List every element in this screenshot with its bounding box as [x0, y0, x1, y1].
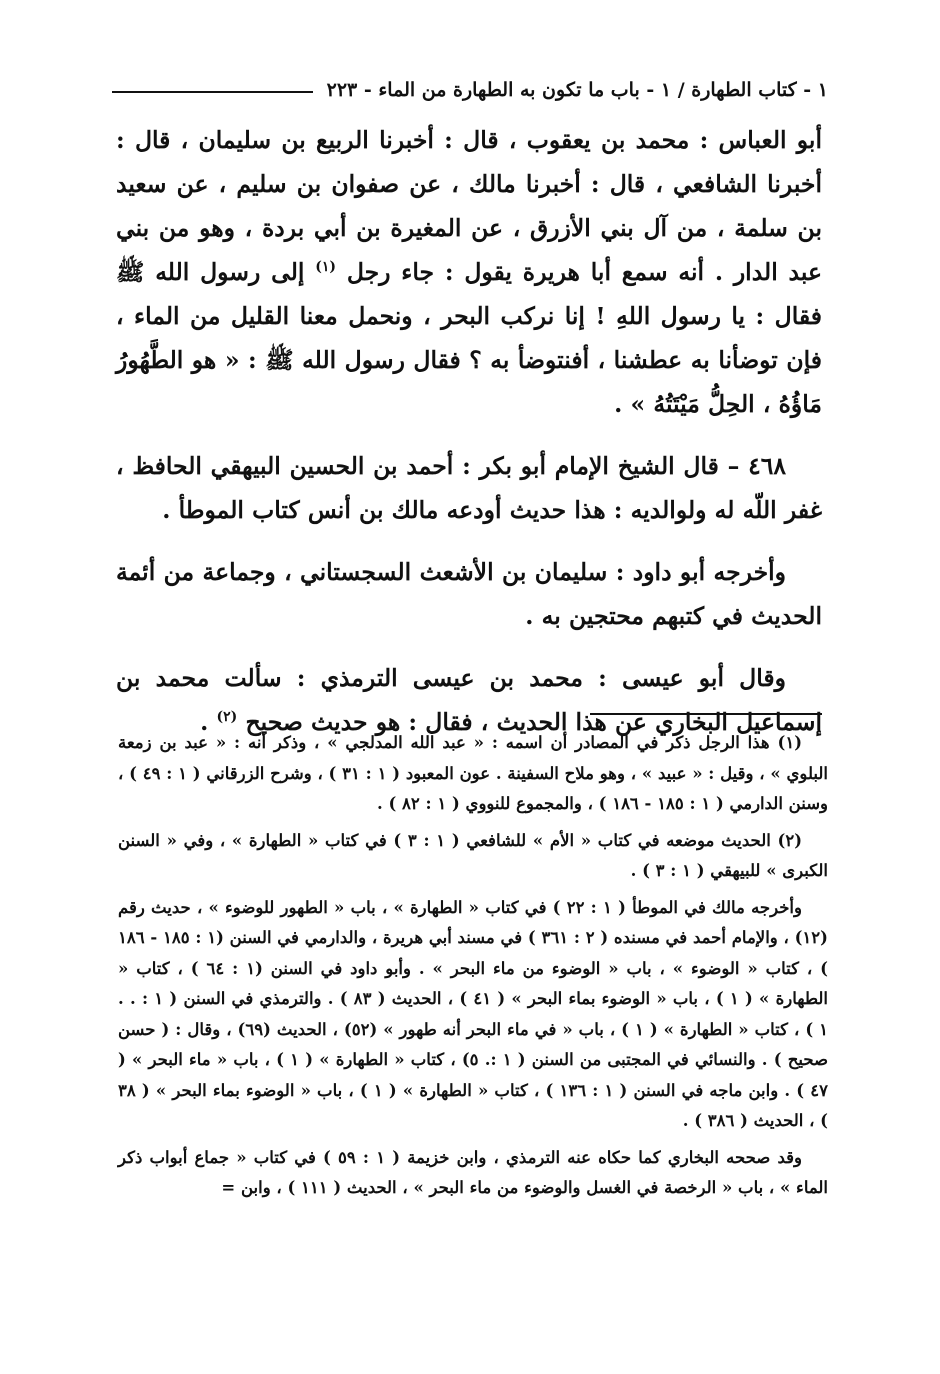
footnote-2-continued: وأخرجه مالك في الموطأ ( ١ : ٢٢ ) في كتاب « الطهارة » ، باب « الطهور للوضوء » ، حديث رقم (١٢) ، والإمام أحمد في مسنده ( ٢ : ٣٦١ ) في مسند أبي هريرة ، والدارمي في السنن (١ : ١٨٥ - ١٨٦ ) ، كتاب « الوضوء » ، باب « الوضوء من ماء البحر » . وأبو داود في السنن (١ : ٦٤ ) ، كتاب « الطهارة » ( ١ ) ، باب « الوضوء بماء البحر » ( ٤١ ) ، الحديث ( ٨٣ ) . والترمذي في السنن ( ١ : . . ١ ) ، كتاب « الطهارة » ( ١ ) ، باب « في ماء البحر أنه طهور » (٥٢) ، الحديث (٦٩) ، وقال : ( حسن صحيح ) . والنسائي في المجتبى من السنن ( ١ :. ٥) ، كتاب « الطهارة » ( ١ ) ، باب « ماء البحر » ( ٤٧ ) . وابن ماجه في السنن ( ١ : ١٣٦ ) ، كتاب « الطهارة » ( ١ ) ، باب « الوضوء بماء البحر » ( ٣٨ ) ، الحديث ( ٣٨٦ ) .	[118, 897, 828, 1130]
paragraph-text: إلى رسول الله ﷺ فقال : يا رسول اللهِ ! إنا نركب البحر ، ونحمل معنا القليل من الماء ، فإن توضأنا به عطشنا ، أفنتوضأ به ؟ فقال رسول الله ﷺ : « هو الطَّهُورُ مَاؤُهُ ، الحِلُّ مَيْتَتُهُ » .	[116, 258, 822, 418]
running-title: ١ - كتاب الطهارة / ١ - باب ما تكون به الطهارة من الماء - ٢٢٣	[326, 79, 828, 101]
footnote-separator	[590, 713, 822, 715]
footnote-2: (٢) الحديث موضعه في كتاب « الأم » للشافعي ( ١ : ٣ ) في كتاب « الطهارة » ، وفي « السنن الكبرى » للبيهقي ( ١ : ٣ ) .	[118, 830, 828, 880]
footnote-ref-2: (٢)	[216, 709, 238, 726]
paragraph-text: وقال أبو عيسى : محمد بن عيسى الترمذي : سألت محمد بن إسماعيل البخاري عن هذا الحديث ، فقال : هو حديث صحيح	[116, 664, 822, 736]
footnotes	[118, 728, 828, 1210]
paragraph-hadith-chain	[116, 118, 822, 426]
header-rule	[112, 91, 313, 93]
paragraph-text: .	[200, 708, 209, 736]
footnote-ref-1: (١)	[315, 259, 336, 276]
running-header	[112, 72, 828, 108]
paragraph-abu-dawud: وأخرجه أبو داود : سليمان بن الأشعث السجستاني ، وجماعة من أئمة الحديث في كتبهم محتجين به .	[116, 558, 822, 630]
paragraph-text: أبو العباس : محمد بن يعقوب ، قال : أخبرنا الربيع بن سليمان ، قال : أخبرنا الشافعي ، قال : أخبرنا مالك ، عن صفوان بن سليم ، عن سعيد بن سلمة ، من آل بني الأزرق ، عن المغيرة بن أبي بردة ، وهو من بني عبد الدار . أنه سمع أبا هريرة يقول : جاء رجل	[116, 126, 822, 286]
footnote-1: (١) هذا الرجل ذكر في المصادر أن اسمه : « عبد الله المدلجي » ، وذكر أنه : « عبد بن زمعة البلوي » ، وقيل : « عبيد » ، وهو ملاح السفينة . عون المعبود ( ١ : ٣١ ) ، وشرح الزرقاني ( ١ : ٤٩ ) ، وسنن الدارمي ( ١ : ١٨٥ - ١٨٦ ) ، والمجموع للنووي ( ١ : ٨٢ ) .	[118, 733, 828, 813]
paragraph-468: ٤٦٨ – قال الشيخ الإمام أبو بكر : أحمد بن الحسين البيهقي الحافظ ، غفر اللّه له ولوالديه : هذا حديث أودعه مالك بن أنس كتاب الموطأ .	[116, 452, 822, 524]
main-text	[116, 118, 822, 762]
footnote-2-continued: وقد صححه البخاري كما حكاه عنه الترمذي ، وابن خزيمة ( ١ : ٥٩ ) في كتاب « جماع أبواب ذكر الماء » ، باب « الرخصة في الغسل والوضوء من ماء البحر » ، الحديث ( ١١١ ) ، وابن =	[118, 1147, 828, 1197]
